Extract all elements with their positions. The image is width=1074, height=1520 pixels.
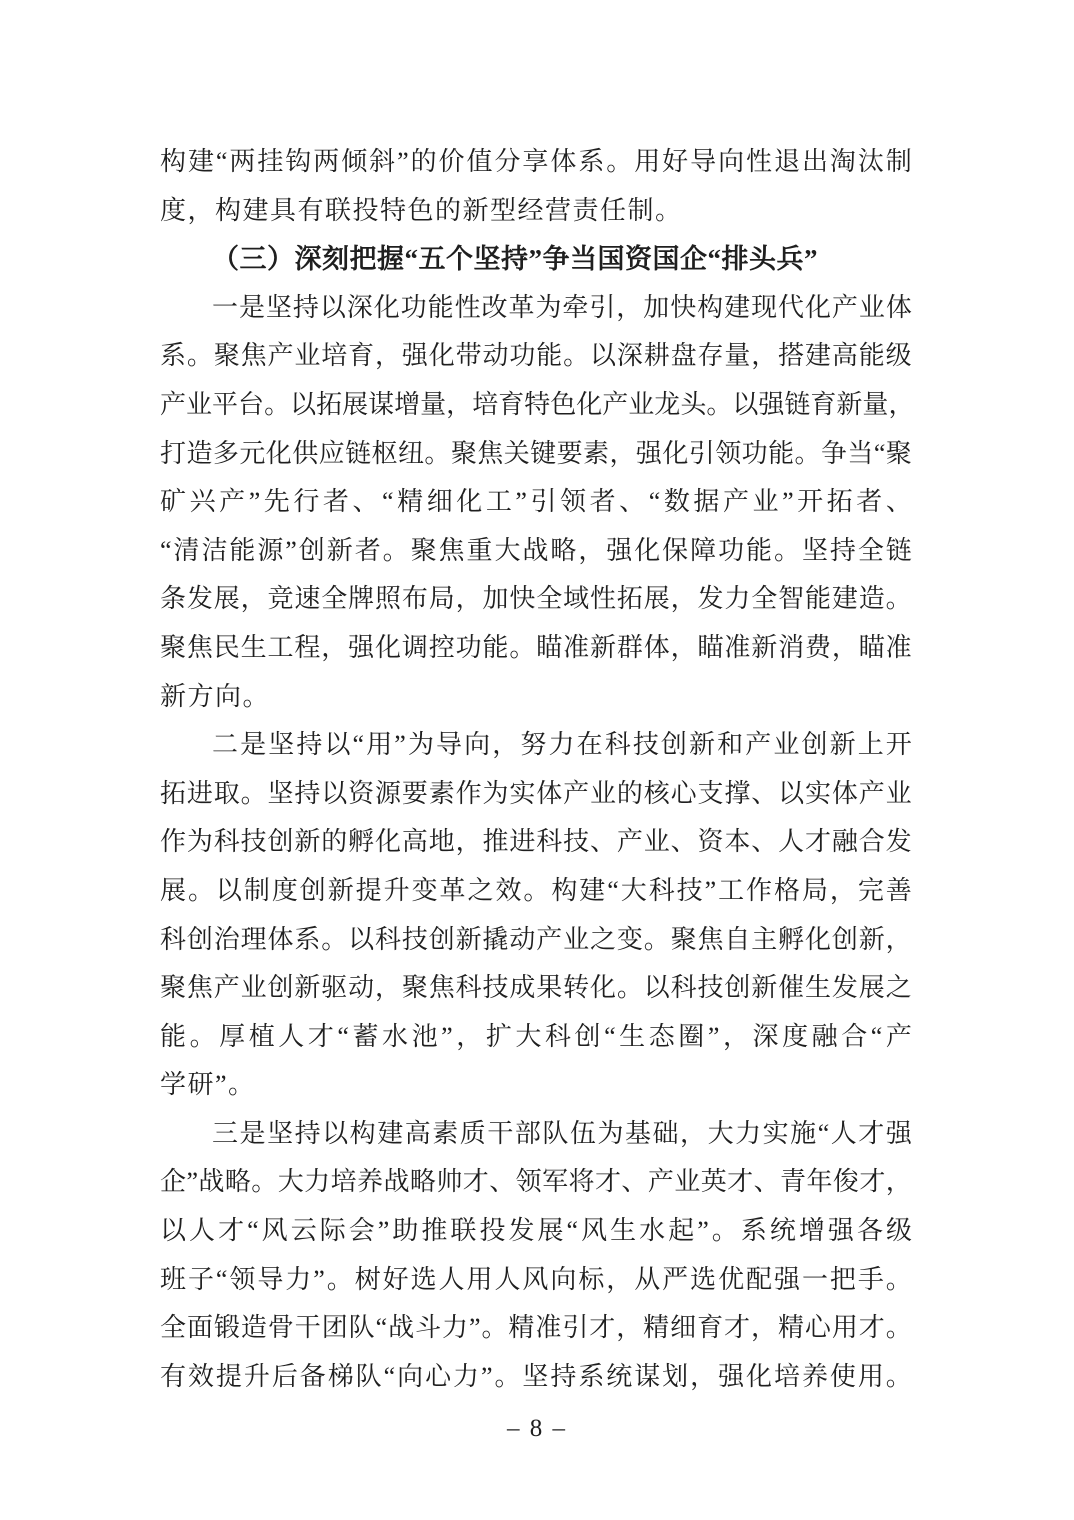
text-line: 聚 焦 民 生 工 程 ， 强 化 调 控 功 能 。 瞄 准 新 群 体 ， 瞄 准 新 消 费 ， 瞄 准	[160, 632, 912, 662]
text-line: 有 效 提 升 后 备 梯 队 “ 向 心 力 ” 。 坚 持 系 统 谋 划 ， 强 化 培 养 使 用 。	[160, 1361, 912, 1391]
text-line: 矿 兴 产 ” 先 行 者 、 “ 精 细 化 工 ” 引 领 者 、 “ 数 据 产 业 ” 开 拓 者 、	[160, 487, 912, 517]
text-line: 学研”。	[160, 1070, 256, 1100]
text-line: 能 。 厚 植 人 才 “ 蓄 水 池 ” ， 扩 大 科 创 “ 生 态 圈 ” ， 深 度 融 合 “ 产	[160, 1021, 912, 1051]
text-line: 构 建 “ 两 挂 钩 两 倾 斜 ” 的 价 值 分 享 体 系 。 用 好 导 向 性 退 出 淘 汰 制	[160, 147, 912, 176]
text-line: 条 发 展 ， 竞 速 全 牌 照 布 局 ， 加 快 全 域 性 拓 展 ， 发 力 全 智 能 建 造 。	[160, 584, 912, 614]
text-line: 展 。 以 制 度 创 新 提 升 变 革 之 效 。 构 建 “ 大 科 技 ” 工 作 格 局 ， 完 善	[160, 875, 912, 905]
text-line: 一 是 坚 持 以 深 化 功 能 性 改 革 为 牵 引 ， 加 快 构 建 现 代 化 产 业 体	[212, 292, 912, 322]
text-line: 二 是 坚 持 以 “ 用 ” 为 导 向 ， 努 力 在 科 技 创 新 和 产 业 创 新 上 开	[212, 730, 912, 760]
text-line: 企 ” 战 略 。 大 力 培 养 战 略 帅 才 、 领 军 将 才 、 产 业 英 才 、 青 年 俊 才 ，	[160, 1167, 912, 1197]
text-line: 以 人 才 “ 风 云 际 会 ” 助 推 联 投 发 展 “ 风 生 水 起 ” 。 系 统 增 强 各 级	[160, 1216, 912, 1246]
text-line: 全 面 锻 造 骨 干 团 队 “ 战 斗 力 ” 。 精 准 引 才 ， 精 细 育 才 ， 精 心 用 才 。	[160, 1313, 912, 1343]
text-line: 三 是 坚 持 以 构 建 高 素 质 干 部 队 伍 为 基 础 ， 大 力 实 施 “ 人 才 强	[212, 1118, 912, 1148]
page-number: – 8 –	[507, 1415, 567, 1443]
text-line: 产 业 平 台 。 以 拓 展 谋 增 量 ， 培 育 特 色 化 产 业 龙 头 。 以 强 链 育 新 量 ，	[160, 389, 915, 419]
text-line: “ 清 洁 能 源 ” 创 新 者 。 聚 焦 重 大 战 略 ， 强 化 保 障 功 能 。 坚 持 全 链	[160, 535, 912, 565]
text-line: 新方向。	[160, 681, 271, 711]
text-line: 班 子 “ 领 导 力 ” 。 树 好 选 人 用 人 风 向 标 ， 从 严 选 优 配 强 一 把 手 。	[160, 1264, 912, 1294]
text-line: 拓 进 取 。 坚 持 以 资 源 要 素 作 为 实 体 产 业 的 核 心 支 撑 、 以 实 体 产 业	[160, 778, 912, 808]
text-line: 科 创 治 理 体 系 。 以 科 技 创 新 撬 动 产 业 之 变 。 聚 焦 自 主 孵 化 创 新 ，	[160, 924, 912, 954]
section-heading-line: （三）深刻把握“五个坚持”争当国资国企“排头兵”	[212, 244, 818, 275]
text-line: 打 造 多 元 化 供 应 链 枢 纽 。 聚 焦 关 键 要 素 ， 强 化 引 领 功 能 。 争 当 “ 聚	[160, 438, 912, 468]
text-line: 作 为 科 技 创 新 的 孵 化 高 地 ， 推 进 科 技 、 产 业 、 资 本 、 人 才 融 合 发	[160, 827, 912, 857]
text-line: 聚 焦 产 业 创 新 驱 动 ， 聚 焦 科 技 成 果 转 化 。 以 科 技 创 新 催 生 发 展 之	[160, 973, 912, 1003]
text-line: 系 。 聚 焦 产 业 培 育 ， 强 化 带 动 功 能 。 以 深 耕 盘 存 量 ， 搭 建 高 能 级	[160, 341, 912, 371]
text-line: 度，构建具有联投特色的新型经营责任制。	[160, 195, 683, 225]
